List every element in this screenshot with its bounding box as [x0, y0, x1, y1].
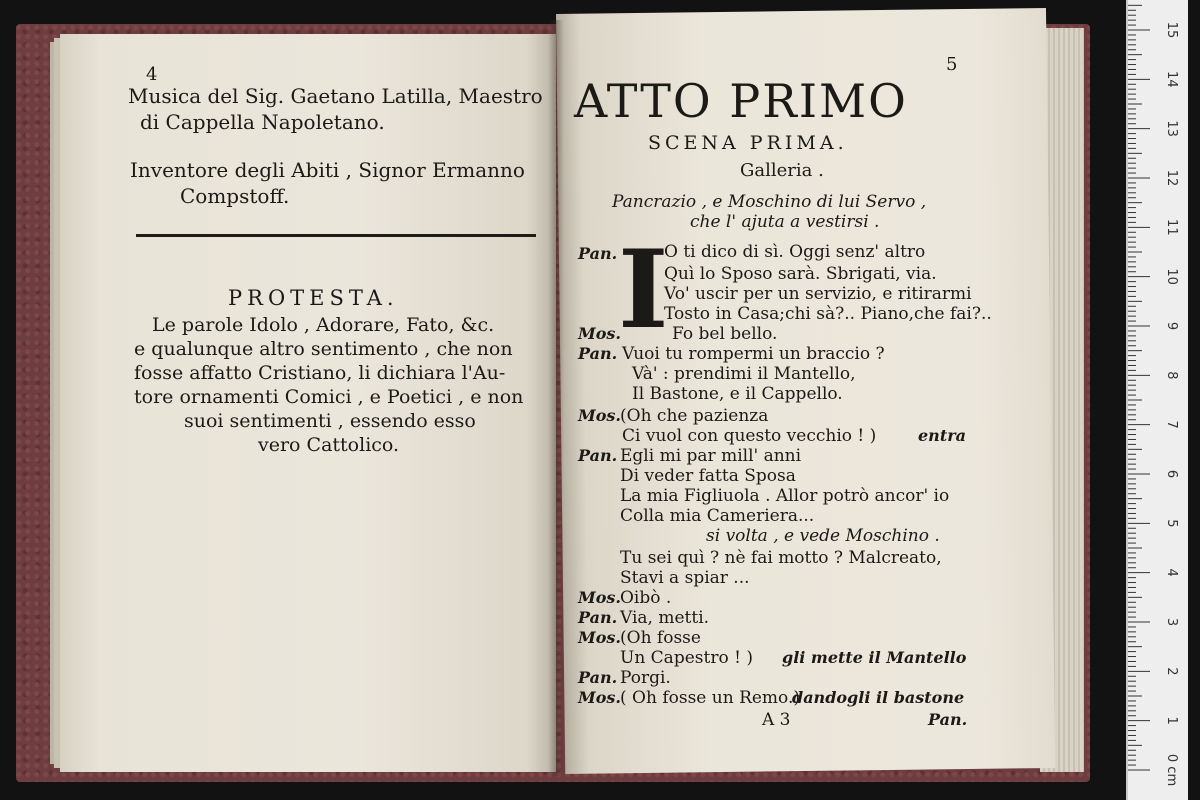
credit-line: Inventore degli Abiti , Signor Ermanno [130, 158, 525, 182]
protesta-line: e qualunque altro sentimento , che non [134, 338, 513, 360]
protesta-title: PROTESTA. [228, 286, 399, 310]
speaker-label: Pan. [578, 608, 618, 627]
protesta-line: vero Cattolico. [258, 434, 400, 456]
speaker-label: Mos. [578, 324, 621, 343]
speaker-label: Pan. [578, 446, 618, 465]
dialogue-line: Stavi a spiar ... [620, 568, 750, 588]
book-gutter [548, 20, 564, 776]
ruler-label: 10 [1164, 268, 1179, 285]
dialogue-line: Vo' uscir per un servizio, e ritirarmi [664, 284, 972, 304]
dialogue-line: ( Oh fosse un Remo.) [620, 688, 801, 708]
dialogue-line: Porgi. [620, 668, 671, 688]
ruler-label: 3 [1164, 617, 1179, 627]
stage-direction: che l' ajuta a vestirsi . [690, 212, 880, 232]
speaker-label: Mos. [578, 628, 621, 647]
ruler-label: 14 [1164, 71, 1179, 88]
dialogue-line: Oibò . [620, 588, 672, 608]
right-page-number: 5 [946, 54, 958, 75]
ruler-label: 11 [1164, 219, 1179, 236]
speaker-label: Pan. [578, 344, 618, 363]
dialogue-line: Un Capestro ! ) [620, 648, 753, 668]
dialogue-line: Tosto in Casa;chi sà?.. Piano,che fai?.. [664, 304, 992, 324]
dialogue-line: Vuoi tu rompermi un braccio ? [622, 344, 885, 364]
catchword: Pan. [928, 710, 968, 729]
dialogue-line: O ti dico di sì. Oggi senz' altro [664, 242, 926, 262]
dialogue-line: Ci vuol con questo vecchio ! ) [622, 426, 877, 446]
dialogue-line: Di veder fatta Sposa [620, 466, 796, 486]
drop-cap: I [618, 227, 669, 353]
dialogue-line: Egli mi par mill' anni [620, 446, 802, 466]
act-title: ATTO PRIMO [574, 74, 908, 128]
stage-direction: entra [918, 426, 966, 445]
ruler-label: 4 [1164, 568, 1179, 577]
speaker-label: Pan. [578, 668, 618, 687]
dialogue-line: (Oh fosse [620, 628, 701, 648]
stage-direction: gli mette il Mantello [782, 648, 967, 667]
ruler-label: 1 [1164, 716, 1179, 725]
credit-line: di Cappella Napoletano. [140, 110, 385, 134]
dialogue-line: La mia Figliuola . Allor potrò ancor' io [620, 486, 950, 506]
dialogue-line: Via, metti. [620, 608, 710, 628]
ruler-label: 7 [1164, 420, 1179, 429]
protesta-line: Le parole Idolo , Adorare, Fato, &c. [152, 314, 495, 336]
dialogue-line: (Oh che pazienza [620, 406, 769, 426]
ruler-label: 8 [1164, 371, 1179, 380]
dialogue-line: Và' : prendimi il Mantello, [632, 364, 856, 384]
dialogue-line: Il Bastone, e il Cappello. [632, 384, 843, 404]
dialogue-line: Quì lo Sposo sarà. Sbrigati, via. [664, 264, 937, 284]
credit-line: Musica del Sig. Gaetano Latilla, Maestro [128, 84, 543, 108]
dialogue-line: Fo bel bello. [672, 324, 778, 344]
scene-title: SCENA PRIMA. [648, 132, 848, 154]
stage-direction: Pancrazio , e Moschino di lui Servo , [612, 192, 927, 212]
ruler-label: 2 [1164, 667, 1179, 676]
signature-mark: A 3 [762, 710, 791, 730]
ruler-label: 5 [1164, 519, 1179, 528]
speaker-label: Pan. [578, 244, 618, 263]
protesta-line: fosse affatto Cristiano, li dichiara l'Au- [134, 362, 506, 384]
credit-line: Compstoff. [180, 184, 290, 208]
ruler-label: 13 [1164, 120, 1179, 137]
speaker-label: Mos. [578, 588, 621, 607]
section-rule [136, 234, 536, 237]
stage-direction: dandogli il bastone [792, 688, 965, 707]
speaker-label: Mos. [578, 406, 621, 425]
measurement-ruler [1126, 0, 1188, 800]
protesta-line: suoi sentimenti , essendo esso [184, 410, 476, 432]
speaker-label: Mos. [578, 688, 621, 707]
dialogue-line: Colla mia Cameriera... [620, 506, 815, 526]
ruler-label: 12 [1164, 169, 1179, 187]
dialogue-line: Tu sei quì ? nè fai motto ? Malcreato, [620, 548, 942, 568]
ruler-label: 6 [1164, 469, 1179, 479]
ruler-label: 0 cm [1164, 753, 1179, 787]
ruler-label: 15 [1164, 21, 1179, 39]
stage-direction: si volta , e vede Moschino . [706, 526, 940, 546]
protesta-line: tore ornamenti Comici , e Poetici , e non [134, 386, 524, 408]
ruler-label: 9 [1164, 321, 1179, 331]
left-page-number: 4 [146, 64, 158, 85]
setting: Galleria . [740, 160, 824, 181]
ruler-ticks [1128, 0, 1188, 800]
